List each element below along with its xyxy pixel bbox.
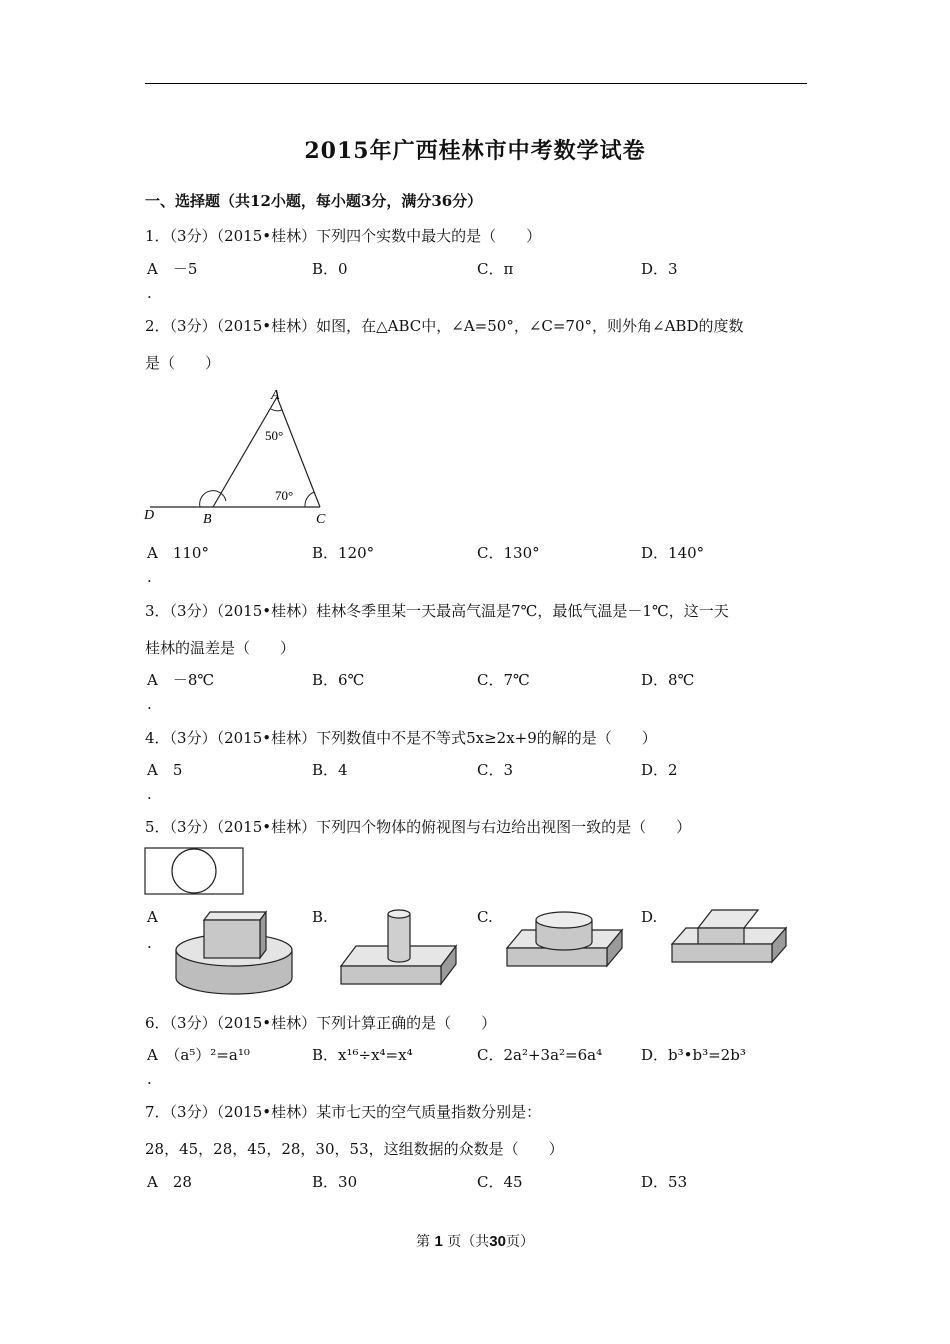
angle-a-value: 50° <box>265 428 284 443</box>
q3-option-a: A －8℃ <box>147 671 215 689</box>
q1-option-a: A －5 <box>147 260 198 278</box>
option-b-solid <box>338 906 460 986</box>
page-footer <box>0 1231 950 1251</box>
q7-option-a: A 28 <box>147 1173 192 1191</box>
side-ab <box>213 397 277 507</box>
label-d: D <box>144 508 155 523</box>
question-3-stem-line1: 3．（3分）（2015•桂林）桂林冬季里某一天最高气温是7℃，最低气温是－1℃，这一天 <box>145 602 729 620</box>
question-4-stem: 4．（3分）（2015•桂林）下列数值中不是不等式5x≥2x+9的解的是（ ） <box>145 729 657 747</box>
q2-option-a: A 110° <box>147 544 209 562</box>
angle-a-arc <box>271 409 282 411</box>
q4-option-c: C．3 <box>477 761 514 779</box>
header-rule <box>145 83 807 84</box>
page-title: 2015年广西桂林市中考数学试卷 <box>304 138 646 164</box>
footer-total-pages: 30 <box>489 1233 506 1250</box>
footer-prefix: 第 <box>416 1234 431 1250</box>
q3-option-d: D．8℃ <box>641 671 695 689</box>
label-a: A <box>271 388 280 403</box>
q6-option-a: A （a⁵）²=a¹⁰ <box>147 1046 250 1064</box>
q3-option-c: C．7℃ <box>477 671 530 689</box>
option-dot: . <box>147 934 152 952</box>
angle-c-arc <box>305 492 314 507</box>
triangle-figure <box>140 385 340 530</box>
q6-option-d: D．b³•b³=2b³ <box>641 1046 746 1064</box>
q6-option-c: C．2a²+3a²=6a⁴ <box>477 1046 603 1064</box>
q5-option-d: D. <box>641 908 658 926</box>
q2-option-b: B．120° <box>312 544 375 562</box>
q2-option-d: D．140° <box>641 544 705 562</box>
option-d-solid <box>668 906 790 968</box>
question-1-stem: 1．（3分）（2015•桂林）下列四个实数中最大的是（ ） <box>145 227 542 245</box>
q7-option-c: C．45 <box>477 1173 523 1191</box>
q5-option-c: C. <box>477 908 493 926</box>
q4-option-d: D．2 <box>641 761 678 779</box>
q1-option-b: B．0 <box>312 260 348 278</box>
q2-option-c: C．130° <box>477 544 540 562</box>
q4-option-a: A 5 <box>147 761 183 779</box>
angle-abd-arc <box>200 491 226 507</box>
q3-option-b: B．6℃ <box>312 671 365 689</box>
footer-middle: 页（共 <box>447 1234 490 1250</box>
q5-option-b: B. <box>312 908 328 926</box>
option-dot: . <box>147 284 152 302</box>
option-c-solid <box>504 906 626 972</box>
footer-suffix: 页） <box>505 1234 534 1250</box>
option-dot: . <box>147 785 152 803</box>
section-heading: 一、选择题（共12小题，每小题3分，满分36分） <box>145 192 483 210</box>
question-2-stem-line1: 2．（3分）（2015•桂林）如图，在△ABC中，∠A=50°，∠C=70°，则外角∠ABD的度数 <box>145 317 744 335</box>
option-dot: . <box>147 1070 152 1088</box>
question-7-stem-line2: 28，45，28，45，28，30，53，这组数据的众数是（ ） <box>145 1140 564 1158</box>
option-a-solid <box>172 904 297 998</box>
q7-option-d: D．53 <box>641 1173 688 1191</box>
q4-option-b: B．4 <box>312 761 348 779</box>
q5-option-a: A <box>147 908 158 926</box>
label-c: C <box>316 512 326 527</box>
option-dot: . <box>147 695 152 713</box>
top-view-figure <box>144 847 244 895</box>
label-b: B <box>203 512 212 527</box>
question-6-stem: 6．（3分）（2015•桂林）下列计算正确的是（ ） <box>145 1014 497 1032</box>
q7-option-b: B．30 <box>312 1173 358 1191</box>
question-5-stem: 5．（3分）（2015•桂林）下列四个物体的俯视图与右边给出视图一致的是（ ） <box>145 818 692 836</box>
question-3-stem-line2: 桂林的温差是（ ） <box>145 639 296 657</box>
question-2-stem-line2: 是（ ） <box>145 354 221 372</box>
question-7-stem-line1: 7．（3分）（2015•桂林）某市七天的空气质量指数分别是： <box>145 1103 542 1121</box>
q1-option-d: D．3 <box>641 260 678 278</box>
footer-page-number: 1 <box>434 1233 443 1250</box>
angle-c-value: 70° <box>275 488 294 503</box>
q6-option-b: B．x¹⁶÷x⁴=x⁴ <box>312 1046 413 1064</box>
option-dot: . <box>147 568 152 586</box>
q1-option-c: C．π <box>477 260 514 278</box>
